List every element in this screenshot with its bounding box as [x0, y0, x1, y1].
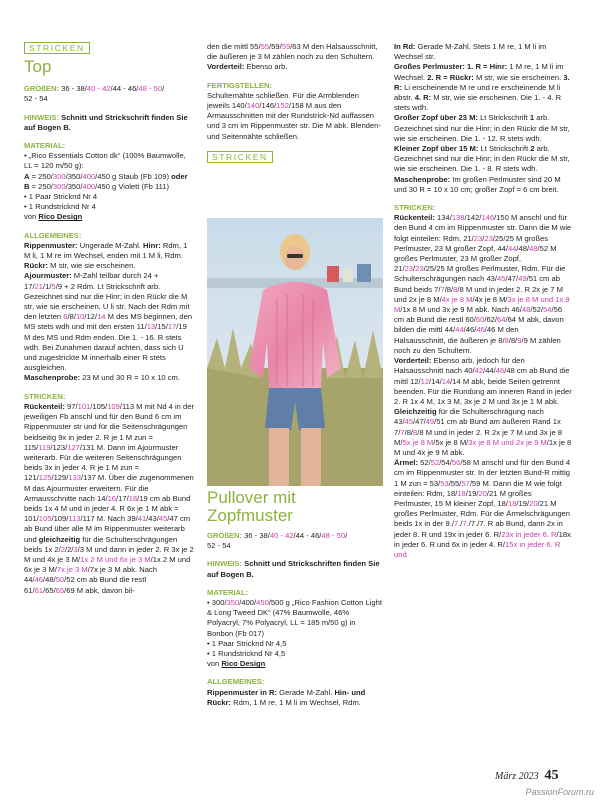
hinweis-2: HINWEIS: Schnitt und Strickschriften finden Sie auf Bogen B.	[207, 559, 380, 579]
grosses-perlmuster-text: Großes Perlmuster: 1. R = Hinr: 1 M re, 1 M li im Wechsel. 2. R = Rückr: M str, wie sie erscheinen. 3. R: Li erscheinende M re und re erscheinende M li abstr. 4. R: M str, wie sie erscheinen. Die 1. - 4. R stets wdh.	[394, 62, 570, 113]
sizes-line-2: GRÖßEN: 36 - 38/40 - 42/44 - 46/48 - 50/ 52 - 54	[207, 531, 348, 551]
page-footer	[495, 768, 559, 783]
material-list-2: • 300/350/400/450/500 g „Rico Fashion Cotton Light & Long Tweed DK“ (47% Baumwolle, 46% Polyacryl, 7% Polyacryl, LL = 185 m/50 g) in Bonbon (Fb 017) • 1 Paar Stricknd Nr 4,5 • 1 Rundstricknd Nr 4,5 von Rico Design	[207, 598, 382, 669]
kleiner-zopf-text: Kleiner Zopf über 15 M: Lt Strickschrift 2 arb. Gezeichnet sind nur die Hinr; in den Rückr die M str, wie sie erscheinen. Die 1. - 8. R stets wdh.	[394, 144, 570, 174]
rueckenteil-2-text: Rückenteil: 134/138/142/146/150 M anschl und für den Bund 4 cm im Rippenmuster str. Dann die M wie folgt einteilen: Rdm, 21/23/23/25/25 M großes Perlmuster, 23 M großer Zopf, 44/44/48/48/52 M großes Perlmuster, 23 M großer Zopf, 21/23/23/25/25 M großes Perlmuster, Rdm. Für die Schulterschrägungen nach 43/45/47/49/51 cm ab Bund beids 7/7/8/8/8 M und in jeder 2. R 2x je 7 M und 2x je 8 M/4x je 8 M/4x je 8 M/3x je 8 M und 1x 9 M/1x 8 M und 3x je 9 M abk. Nach 46/48/52/54/56 cm ab Bund die restl 60/60/62/64/64 M abk, davon bilden die mittl 44/44/46/46/46 M den Halsausschnitt, die äußeren je 8/8/8/9/9 M zählen noch zu den Schultern.	[394, 213, 572, 355]
column-right	[394, 42, 572, 560]
page-number: 45	[544, 768, 559, 783]
grosser-zopf-text: Großer Zopf über 23 M: Lt Strickschrift 1 arb. Gezeichnet sind nur die Hinr; in den Rückr die M str, wie sie erscheinen. Die 1. - 12. R stets wdh.	[394, 113, 570, 143]
vorderteil-text: Vorderteil: Ebenso arb.	[207, 62, 288, 72]
pullover-title: Pullover mit Zopfmuster	[207, 488, 296, 525]
halsausschnitt-text: den die mittl 55/55/59/59/63 M den Halsausschnitt, die äußeren je 3 M zählen noch zu den Schultern.	[207, 42, 378, 62]
stricken-heading-2: STRICKEN:	[394, 203, 436, 213]
model-photo-image	[207, 218, 383, 486]
hinweis: HINWEIS: Schnitt und Strickschrift finden Sie auf Bogen B.	[24, 112, 188, 132]
column-top-pattern	[24, 42, 194, 596]
pullover-section	[207, 489, 383, 708]
in-rd-text: In Rd: Gerade M-Zahl. Stets 1 M re, 1 M li im Wechsel str.	[394, 42, 547, 62]
allgemeines-heading-2: ALLGEMEINES:	[207, 677, 265, 687]
fertigstellen-text: Schulternähte schließen. Für die Armblenden jeweils 140/140/146/152/158 M aus den Armausschnitten mit der Rundstrick-Nd auffassen und 3 cm im Rippenmuster str. Die M abk. Blenden- und Seitennähte schließen.	[207, 90, 381, 141]
section-tag-2: STRICKEN	[207, 151, 273, 163]
material-list: • „Rico Essentials Cotton dk“ (100% Baumwolle, LL = 120 m/50 g): A = 250/300/350/400/450 g Staub (Fb 109) oder B = 250/300/350/400/450 g Violett (Fb 111) • 1 Paar Stricknd Nr 4 • 1 Rundstricknd Nr 4 von Rico Design	[24, 151, 188, 222]
ajourmuster-text: Ajourmuster: M-Zahl teilbar durch 24 + 17/21/1/5/9 + 2 Rdm. Lt Strickschrift arb. Gezeichnet sind nur die Hinr; in den Rückr die M str, wie sie erscheinen, U li str. Nach der Rdm mit den letzten 6/8/10/12/14 M des MS beginnen, den MS stets wdh und mit den ersten 11/13/15/17/19 M des MS und Rdm enden. Die 1. - 16. R stets wdh. Bei Zunahmen darauf achten, dass sich U und zugestrickte M innerhalb einer R stets ausgleichen.	[24, 271, 193, 373]
issue-date: März 2023	[495, 771, 539, 782]
brand-link[interactable]: Rico Design	[38, 212, 83, 222]
fertigstellen-heading: FERTIGSTELLEN:	[207, 80, 272, 90]
rippenmuster-text: Rippenmuster: Ungerade M-Zahl. Hinr: Rdm, 1 M li, 1 M re im Wechsel, enden mit 1 M li, Rdm. Rückr: M str, wie sie erscheinen.	[24, 240, 188, 271]
vorderteil-2-text: Vorderteil: Ebenso arb, jedoch für den Halsausschnitt nach 40/42/44/46/48 cm ab Bund die mittl 12/12/14/14/14 M abk, beide Seiten getrennt beenden. Für die Rundung am inneren Rand in jeder 2. R 1x 4 M, 1x 3 M, 3x je 2 M und 3x je 1 M abk. Gleichzeitig für die Schulterschrägung nach 43/45/47/49/51 cm ab Bund am äußeren Rand 1x 7/7/8/8/8 M und in jeder 2. R 2x je 7 M und 3x je 8 M/5x je 8 M/5x je 8 M/3x je 8 M und 2x je 9 M/1x je 8 M und 4x je 9 M abk.	[394, 356, 572, 457]
maschenprobe-text: Maschenprobe: 23 M und 30 R = 10 x 10 cm.	[24, 373, 180, 383]
rippenmuster-2-text: Rippenmuster in R: Gerade M-Zahl. Hin- und Rückr: Rdm, 1 M re, 1 M li im Wechsel, Rdm.	[207, 687, 366, 707]
pattern-title: Top	[24, 57, 52, 77]
allgemeines-heading: ALLGEMEINES:	[24, 230, 82, 240]
column-middle	[207, 42, 383, 163]
section-tag: STRICKEN	[24, 42, 90, 54]
watermark: PassionForum.ru	[525, 786, 594, 797]
maschenprobe-2-text: Maschenprobe: Im großen Perlmuster sind 20 M und 30 R = 10 x 10 cm; großer Zopf = 6 cm breit.	[394, 174, 561, 194]
aermel-text: Ärmel: 52/52/54/56/58 M anschl und für den Bund 4 cm im Rippenmuster str. In der letzten Bund-R mittig 1 M zun = 53/53/55/57/59 M. Dann die M wie folgt einteilen: Rdm, 18/18/19/20/21 M großes Perlmuster, 15 M kleiner Zopf, 18/18/19/20/21 M großes Perlmuster, Rdm. Für die Ärmelschrägungen beids 1x in der 9./7./7./7./7. R ab Bund, dann 2x in jeder 8. R und 19x in jeder 6. R/23x in jeder 6. R/18x in jeder 6. R und 6x in jeder 4. R/15x in jeder 6. R und	[394, 458, 571, 559]
material-heading-2: MATERIAL:	[207, 587, 249, 597]
material-heading: MATERIAL:	[24, 141, 66, 151]
brand-link-2[interactable]: Rico Design	[221, 659, 266, 669]
sizes-line: GRÖßEN: 36 - 38/40 - 42/44 - 46/48 - 50/ 52 - 54	[24, 84, 165, 104]
stricken-heading: STRICKEN:	[24, 391, 66, 401]
model-photo	[207, 218, 383, 486]
rueckenteil-text: Rückenteil: 97/101/105/109/113 M mit Nd 4 in der jeweiligen Fb anschl und für den Bund 6 cm im Rippenmuster str und für die Seitenschrägungen beidseitig 9x in jeder 2. R je 1 M zun = 115/119/123/127/131 M. Dann im Ajourmuster weiterarb. Für die weiteren Seitenschrägungen beids 3x in jeder 4. R je 1 M zun = 121/125/129/133/137 M. Über die zugenommenen M das Ajourmuster erweitern. Für die Armausschnitte nach 14/16/17/18/19 cm ab Bund beids 1x 4 M und in jeder 4. R 6x je 1 M abk = 101/105/109/113/117 M. Nach 39/41/43/45/47 cm ab Bund über alle M im Rippenmuster weiterarb und gleichzeitig für die Schulterschrägungen beids 1x 2/2/2/3/3 M und dann in jeder 2. R 3x je 2 M und 4x je 3 M/1x 2 M und 6x je 3 M/1x 2 M und 6x je 3 M/7x je 3 M/7x je 3 M abk. Nach 44/46/48/50/52 cm ab Bund die restl 61/61/65/65/69 M abk, davon bil-	[24, 401, 194, 595]
